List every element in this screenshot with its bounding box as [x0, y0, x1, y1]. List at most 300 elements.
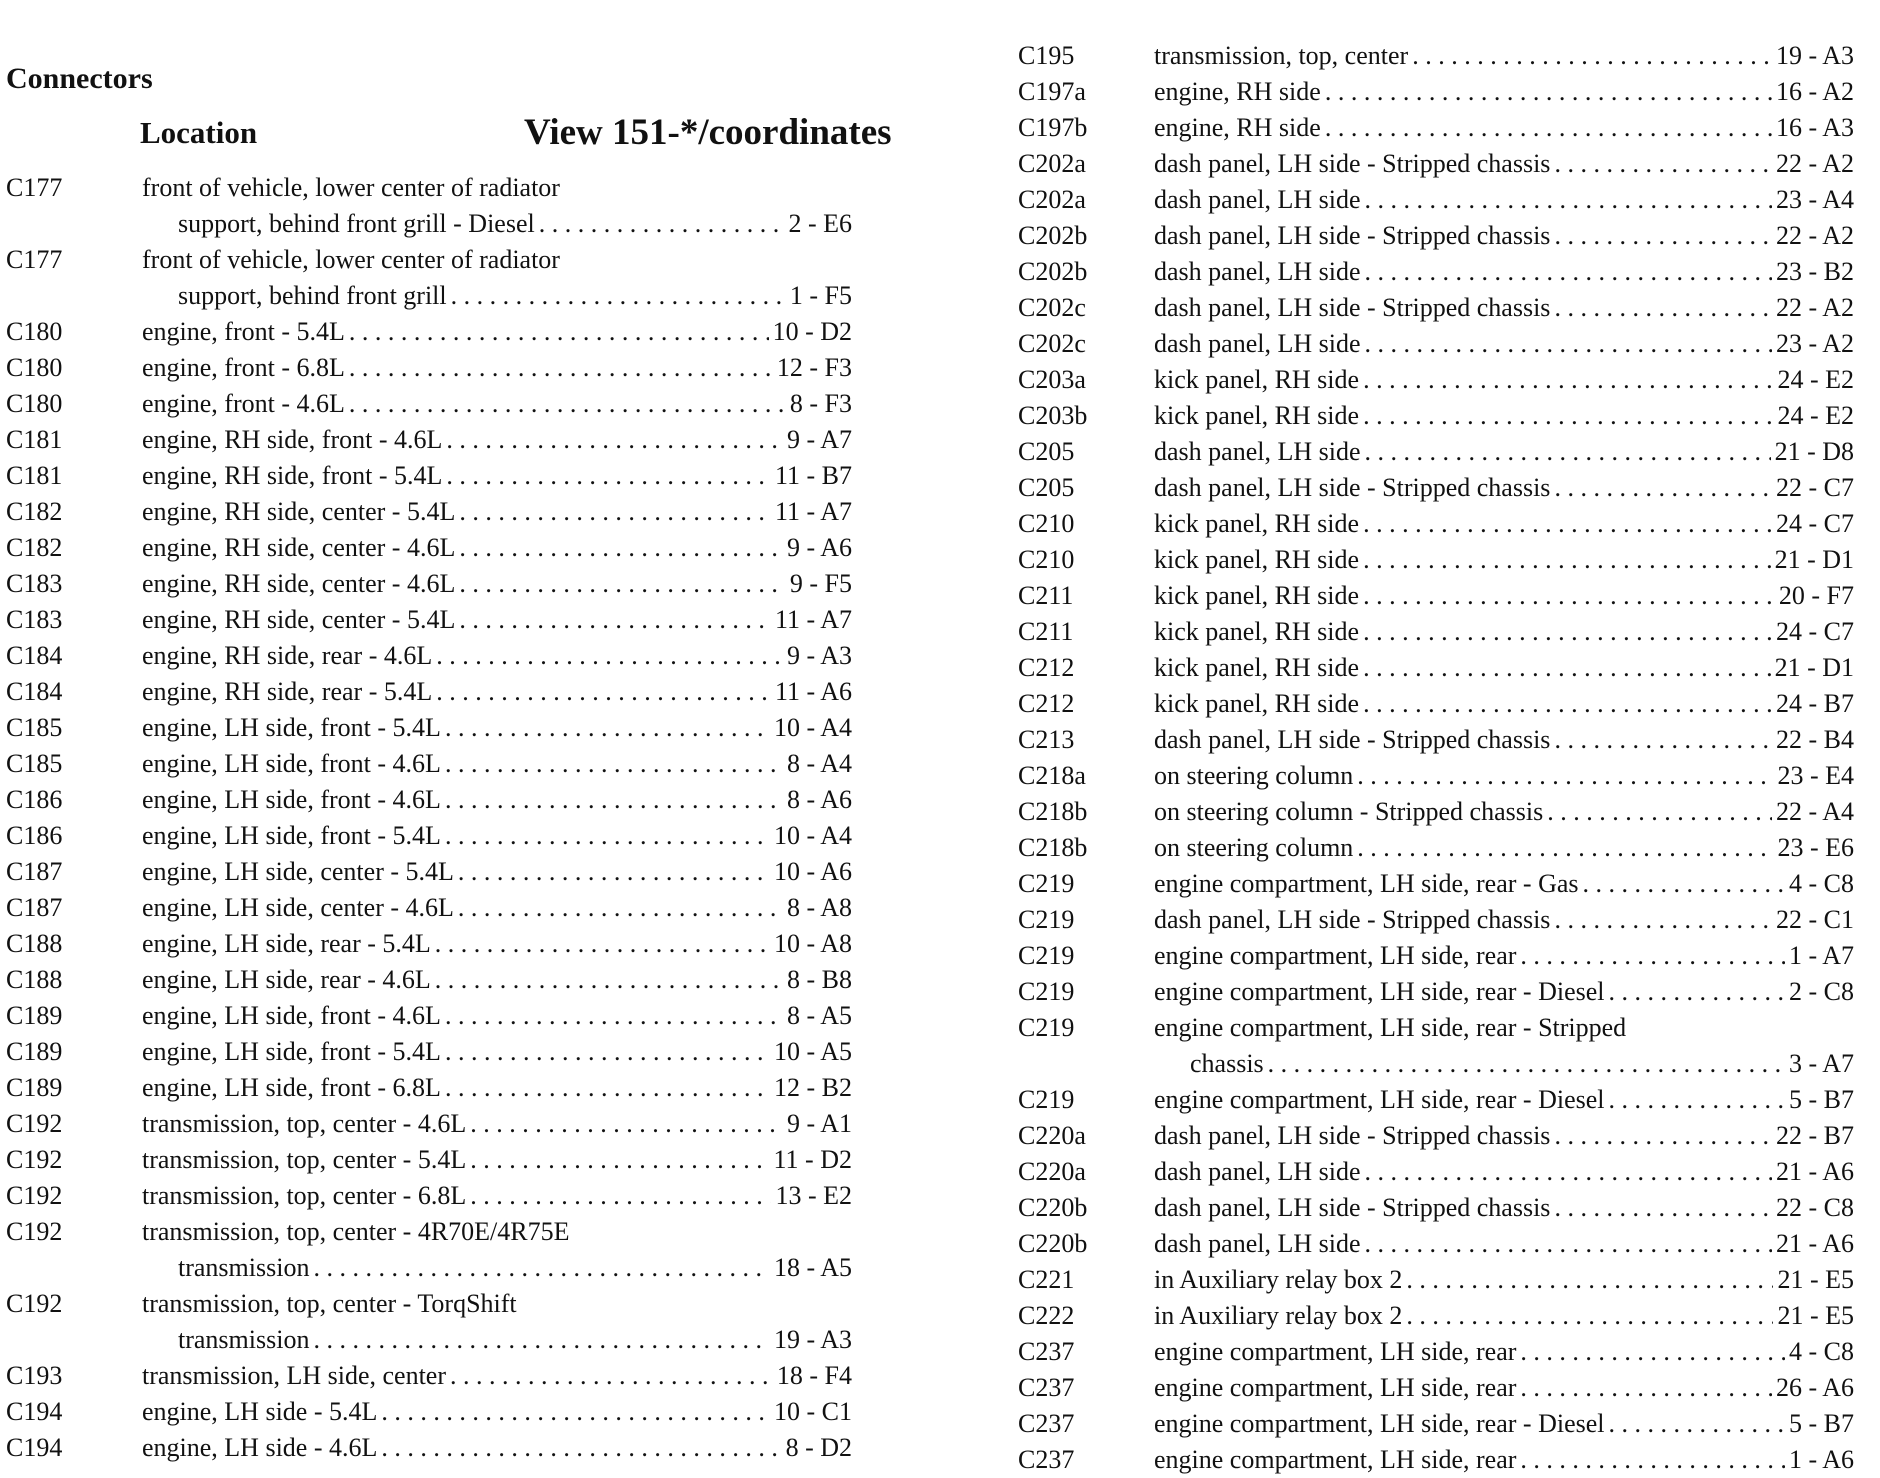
connector-id: C237 [1018, 1445, 1075, 1474]
view-coordinate: 23 - A4 [1776, 185, 1854, 214]
connector-id: C219 [1018, 1013, 1075, 1042]
connector-id: C188 [6, 965, 63, 994]
connector-entry [1018, 254, 1858, 290]
view-coordinate: 21 - D8 [1774, 437, 1854, 466]
connector-entry [1018, 1118, 1858, 1154]
dot-leader [458, 890, 783, 926]
view-coordinate: 9 - A6 [787, 533, 852, 562]
view-coordinate: 24 - B7 [1776, 689, 1854, 718]
connector-entry [1018, 218, 1858, 254]
location-text: on steering column - Stripped chassis [1154, 797, 1544, 826]
connector-id: C219 [1018, 977, 1075, 1006]
location-text: dash panel, LH side - Stripped chassis [1154, 221, 1551, 250]
connector-entry [6, 998, 866, 1034]
view-coordinate: 22 - B4 [1776, 725, 1854, 754]
view-coordinate: 22 - C1 [1776, 905, 1854, 934]
view-coordinate: 10 - A4 [774, 821, 852, 850]
connector-id: C220a [1018, 1157, 1086, 1186]
dot-leader [1547, 794, 1772, 830]
connector-id: C186 [6, 821, 63, 850]
connector-id: C186 [6, 785, 63, 814]
dot-leader [1365, 182, 1772, 218]
location-text: engine, RH side [1154, 77, 1321, 106]
connector-id: C212 [1018, 689, 1075, 718]
view-coordinate: 20 - F7 [1778, 581, 1854, 610]
location-text: dash panel, LH side - Stripped chassis [1154, 293, 1551, 322]
view-coordinate: 23 - A2 [1776, 329, 1854, 358]
connector-entry [1018, 506, 1858, 542]
connector-entry [6, 890, 866, 926]
connector-id: C212 [1018, 653, 1075, 682]
view-coordinates-column-header: View 151-*/coordinates [524, 112, 892, 153]
connector-id: C202a [1018, 185, 1086, 214]
view-coordinate: 24 - C7 [1776, 617, 1854, 646]
view-coordinate: 22 - B7 [1776, 1121, 1854, 1150]
dot-leader [1609, 974, 1786, 1010]
view-coordinate: 11 - B7 [774, 461, 852, 490]
connector-id: C197a [1018, 77, 1086, 106]
connector-entry [1018, 1406, 1858, 1442]
view-coordinate: 10 - A8 [774, 929, 852, 958]
dot-leader [1363, 506, 1772, 542]
location-text: kick panel, RH side [1154, 653, 1360, 682]
connector-id: C202a [1018, 149, 1086, 178]
dot-leader [1554, 146, 1772, 182]
connector-id: C237 [1018, 1373, 1075, 1402]
dot-leader [436, 674, 771, 710]
connector-id: C218b [1018, 797, 1088, 826]
dot-leader [1554, 1190, 1772, 1226]
connector-entry [1018, 1262, 1858, 1298]
view-coordinate: 3 - A7 [1789, 1049, 1854, 1078]
location-text: dash panel, LH side [1154, 1229, 1361, 1258]
connector-entry [6, 926, 866, 962]
connector-id: C220a [1018, 1121, 1086, 1150]
connector-id: C184 [6, 641, 63, 670]
location-text: dash panel, LH side - Stripped chassis [1154, 149, 1551, 178]
location-text: front of vehicle, lower center of radiator [142, 173, 560, 202]
location-text: engine, RH side, rear - 4.6L [142, 641, 433, 670]
connector-id: C193 [6, 1361, 63, 1390]
view-coordinate: 1 - A6 [1789, 1445, 1854, 1474]
location-text: support, behind front grill [178, 281, 447, 310]
view-coordinate: 12 - B2 [774, 1073, 852, 1102]
connector-entry [1018, 1010, 1858, 1082]
dot-leader [1583, 866, 1785, 902]
connector-id: C192 [6, 1181, 63, 1210]
view-coordinate: 24 - E2 [1777, 365, 1854, 394]
location-text: in Auxiliary relay box 2 [1154, 1301, 1403, 1330]
connector-id: C237 [1018, 1337, 1075, 1366]
connector-entry [6, 1358, 866, 1394]
dot-leader [458, 854, 770, 890]
view-coordinate: 10 - A5 [774, 1037, 852, 1066]
view-coordinate: 8 - F3 [789, 389, 852, 418]
dot-leader [451, 278, 786, 314]
view-coordinate: 12 - F3 [776, 353, 852, 382]
dot-leader [1520, 1442, 1785, 1478]
connector-id: C180 [6, 353, 63, 382]
connector-entry [6, 818, 866, 854]
connector-id: C219 [1018, 869, 1075, 898]
view-coordinate: 11 - A7 [774, 497, 852, 526]
dot-leader [470, 1142, 769, 1178]
view-coordinate: 23 - E6 [1777, 833, 1854, 862]
connector-id: C184 [6, 677, 63, 706]
location-text: dash panel, LH side [1154, 329, 1361, 358]
view-coordinate: 19 - A3 [774, 1325, 852, 1354]
dot-leader [1520, 1334, 1785, 1370]
view-coordinate: 9 - A1 [787, 1109, 852, 1138]
view-coordinate: 26 - A6 [1776, 1373, 1854, 1402]
view-coordinate: 8 - A5 [787, 1001, 852, 1030]
dot-leader [459, 530, 783, 566]
dot-leader [1554, 722, 1772, 758]
connector-entry [6, 242, 866, 314]
location-text: transmission [178, 1253, 310, 1282]
connector-id: C202b [1018, 221, 1088, 250]
connector-entry [6, 782, 866, 818]
view-coordinate: 4 - C8 [1789, 869, 1854, 898]
view-coordinate: 21 - A6 [1776, 1229, 1854, 1258]
view-coordinate: 10 - D2 [772, 317, 852, 346]
connector-entry [1018, 686, 1858, 722]
view-coordinate: 8 - B8 [787, 965, 852, 994]
dot-leader [445, 998, 783, 1034]
dot-leader [446, 458, 771, 494]
connector-entry [1018, 938, 1858, 974]
connector-id: C180 [6, 389, 63, 418]
dot-leader [1365, 254, 1772, 290]
connector-id: C180 [6, 317, 63, 346]
location-text: transmission [178, 1325, 310, 1354]
dot-leader [349, 386, 786, 422]
dot-leader [470, 1106, 783, 1142]
location-text: kick panel, RH side [1154, 509, 1360, 538]
location-text: engine, LH side, rear - 4.6L [142, 965, 431, 994]
connector-entry [6, 458, 866, 494]
location-text: engine, LH side, front - 4.6L [142, 749, 441, 778]
connector-entry [6, 350, 866, 386]
view-coordinate: 4 - C8 [1789, 1337, 1854, 1366]
dot-leader [1363, 398, 1773, 434]
connector-id: C192 [6, 1109, 63, 1138]
view-coordinate: 11 - A6 [774, 677, 852, 706]
location-text: engine, RH side, center - 4.6L [142, 569, 456, 598]
dot-leader [1609, 1406, 1786, 1442]
connector-entry [1018, 74, 1858, 110]
location-text: engine compartment, LH side, rear - Diesel [1154, 977, 1605, 1006]
location-text: engine compartment, LH side, rear [1154, 941, 1517, 970]
location-text: dash panel, LH side - Stripped chassis [1154, 1121, 1551, 1150]
location-text: engine, LH side, front - 6.8L [142, 1073, 441, 1102]
location-text: dash panel, LH side - Stripped chassis [1154, 1193, 1551, 1222]
dot-leader [436, 638, 783, 674]
dot-leader [1365, 434, 1771, 470]
view-coordinate: 22 - A2 [1776, 149, 1854, 178]
location-text: engine, RH side, front - 5.4L [142, 461, 443, 490]
dot-leader [1554, 1118, 1772, 1154]
connector-id: C202b [1018, 257, 1088, 286]
view-coordinate: 22 - C7 [1776, 473, 1854, 502]
location-text: engine, LH side, front - 4.6L [142, 785, 441, 814]
connector-entry [1018, 614, 1858, 650]
connector-entry [1018, 1226, 1858, 1262]
view-coordinate: 18 - A5 [774, 1253, 852, 1282]
location-text: dash panel, LH side - Stripped chassis [1154, 473, 1551, 502]
connector-entry [1018, 1190, 1858, 1226]
location-text: support, behind front grill - Diesel [178, 209, 535, 238]
connector-id: C197b [1018, 113, 1088, 142]
connector-entry [6, 674, 866, 710]
view-coordinate: 22 - A2 [1776, 221, 1854, 250]
dot-leader [1520, 938, 1785, 974]
connector-id: C185 [6, 749, 63, 778]
connector-entry [1018, 1298, 1858, 1334]
connector-id: C219 [1018, 905, 1075, 934]
view-coordinate: 10 - A6 [774, 857, 852, 886]
connector-id: C192 [6, 1289, 63, 1318]
view-coordinate: 13 - E2 [775, 1181, 852, 1210]
connector-entry [6, 530, 866, 566]
connector-id: C203b [1018, 401, 1088, 430]
section-heading: Connectors [6, 62, 153, 95]
view-coordinate: 21 - E5 [1777, 1301, 1854, 1330]
connector-id: C192 [6, 1145, 63, 1174]
dot-leader [313, 1250, 770, 1286]
connector-id: C220b [1018, 1229, 1088, 1258]
dot-leader [1609, 1082, 1786, 1118]
connector-entry [1018, 866, 1858, 902]
location-text: engine, LH side - 5.4L [142, 1397, 378, 1426]
dot-leader [1363, 578, 1775, 614]
connector-entry [1018, 1154, 1858, 1190]
view-coordinate: 22 - C8 [1776, 1193, 1854, 1222]
dot-leader [1363, 362, 1773, 398]
connector-entry [6, 386, 866, 422]
connector-entry [6, 602, 866, 638]
connector-list-right [1018, 38, 1858, 1478]
dot-leader [445, 782, 783, 818]
connector-id: C188 [6, 929, 63, 958]
connector-id: C182 [6, 533, 63, 562]
location-text: engine, LH side, center - 4.6L [142, 893, 454, 922]
location-text: engine, RH side, center - 4.6L [142, 533, 456, 562]
connector-entry [6, 1214, 866, 1286]
dot-leader [1357, 830, 1773, 866]
view-coordinate: 21 - E5 [1777, 1265, 1854, 1294]
connector-entry [6, 1394, 866, 1430]
connector-id: C194 [6, 1397, 63, 1426]
connector-entry [1018, 1082, 1858, 1118]
connector-entry [6, 746, 866, 782]
location-text: engine, RH side, rear - 5.4L [142, 677, 433, 706]
connector-entry [1018, 470, 1858, 506]
connector-entry [6, 962, 866, 998]
view-coordinate: 21 - D1 [1774, 545, 1854, 574]
view-coordinate: 2 - E6 [788, 209, 852, 238]
dot-leader [1520, 1370, 1772, 1406]
connector-id: C183 [6, 605, 63, 634]
connector-id: C218b [1018, 833, 1088, 862]
connector-id: C205 [1018, 437, 1075, 466]
connector-id: C219 [1018, 941, 1075, 970]
connector-entry [1018, 182, 1858, 218]
location-text: engine, LH side, front - 5.4L [142, 713, 441, 742]
connector-id: C195 [1018, 41, 1075, 70]
connector-entry [1018, 146, 1858, 182]
dot-leader [445, 818, 770, 854]
connector-entry [6, 638, 866, 674]
dot-leader [445, 1034, 770, 1070]
dot-leader [381, 1394, 770, 1430]
connector-entry [6, 566, 866, 602]
view-coordinate: 9 - F5 [789, 569, 852, 598]
connector-entry [1018, 902, 1858, 938]
connector-entry [1018, 110, 1858, 146]
location-text: transmission, top, center [1154, 41, 1409, 70]
connector-entry [1018, 1442, 1858, 1478]
location-text: engine, front - 5.4L [142, 317, 345, 346]
location-text: engine, LH side, front - 5.4L [142, 1037, 441, 1066]
location-text: dash panel, LH side [1154, 185, 1361, 214]
location-text: transmission, top, center - 4R70E/4R75E [142, 1217, 570, 1246]
dot-leader [1363, 650, 1770, 686]
dot-leader [539, 206, 785, 242]
view-coordinate: 24 - E2 [1777, 401, 1854, 430]
dot-leader [459, 566, 786, 602]
connector-id: C189 [6, 1037, 63, 1066]
connector-entry [6, 170, 866, 242]
view-coordinate: 5 - B7 [1789, 1085, 1854, 1114]
location-text: dash panel, LH side [1154, 257, 1361, 286]
location-text: on steering column [1154, 761, 1354, 790]
view-coordinate: 1 - F5 [789, 281, 852, 310]
connector-entry [1018, 794, 1858, 830]
dot-leader [1554, 218, 1772, 254]
location-text: transmission, top, center - TorqShift [142, 1289, 517, 1318]
location-text: engine, RH side, center - 5.4L [142, 605, 456, 634]
connector-id: C192 [6, 1217, 63, 1246]
view-coordinate: 8 - D2 [785, 1433, 852, 1462]
dot-leader [1357, 758, 1773, 794]
dot-leader [435, 926, 770, 962]
connector-entry [1018, 722, 1858, 758]
dot-leader [1363, 614, 1772, 650]
connector-entry [6, 1178, 866, 1214]
connector-id: C194 [6, 1433, 63, 1462]
view-coordinate: 19 - A3 [1776, 41, 1854, 70]
view-coordinate: 22 - A4 [1776, 797, 1854, 826]
connector-id: C187 [6, 857, 63, 886]
connector-id: C222 [1018, 1301, 1075, 1330]
dot-leader [446, 422, 783, 458]
location-text: engine, LH side, front - 4.6L [142, 1001, 441, 1030]
view-coordinate: 1 - A7 [1789, 941, 1854, 970]
connector-list-left [6, 170, 866, 1466]
view-coordinate: 11 - A7 [774, 605, 852, 634]
dot-leader [1365, 1154, 1772, 1190]
location-text: chassis [1190, 1049, 1264, 1078]
location-text: engine, LH side, rear - 5.4L [142, 929, 431, 958]
connector-id: C187 [6, 893, 63, 922]
connector-id: C182 [6, 497, 63, 526]
dot-leader [1554, 902, 1772, 938]
connector-entry [6, 1034, 866, 1070]
view-coordinate: 9 - A3 [787, 641, 852, 670]
connector-entry [1018, 758, 1858, 794]
connector-entry [1018, 326, 1858, 362]
dot-leader [459, 602, 771, 638]
location-text: engine compartment, LH side, rear - Diesel [1154, 1409, 1605, 1438]
dot-leader [1363, 542, 1770, 578]
view-coordinate: 9 - A7 [787, 425, 852, 454]
view-coordinate: 11 - D2 [773, 1145, 852, 1174]
location-text: dash panel, LH side - Stripped chassis [1154, 725, 1551, 754]
connector-id: C181 [6, 461, 63, 490]
connector-id: C213 [1018, 725, 1075, 754]
location-text: front of vehicle, lower center of radiator [142, 245, 560, 274]
location-text: engine compartment, LH side, rear [1154, 1337, 1517, 1366]
connector-entry [1018, 290, 1858, 326]
location-text: transmission, top, center - 5.4L [142, 1145, 467, 1174]
view-coordinate: 16 - A3 [1776, 113, 1854, 142]
dot-leader [459, 494, 771, 530]
location-text: engine compartment, LH side, rear - Diesel [1154, 1085, 1605, 1114]
view-coordinate: 18 - F4 [776, 1361, 852, 1390]
view-coordinate: 24 - C7 [1776, 509, 1854, 538]
dot-leader [450, 1358, 773, 1394]
connector-id: C205 [1018, 473, 1075, 502]
dot-leader [381, 1430, 781, 1466]
connector-id: C202c [1018, 329, 1086, 358]
location-text: dash panel, LH side - Stripped chassis [1154, 905, 1551, 934]
location-text: engine compartment, LH side, rear - Stripped [1154, 1013, 1627, 1042]
connector-id: C202c [1018, 293, 1086, 322]
location-text: kick panel, RH side [1154, 581, 1360, 610]
connector-entry [1018, 1370, 1858, 1406]
location-text: engine, LH side, center - 5.4L [142, 857, 454, 886]
dot-leader [1554, 470, 1772, 506]
location-text: engine, RH side [1154, 113, 1321, 142]
connector-entry [1018, 830, 1858, 866]
connector-entry [1018, 542, 1858, 578]
view-coordinate: 10 - C1 [774, 1397, 852, 1426]
view-coordinate: 23 - E4 [1777, 761, 1854, 790]
connector-entry [1018, 398, 1858, 434]
connector-entry [6, 1070, 866, 1106]
connector-id: C220b [1018, 1193, 1088, 1222]
location-text: kick panel, RH side [1154, 617, 1360, 646]
location-text: transmission, top, center - 6.8L [142, 1181, 467, 1210]
dot-leader [445, 1070, 770, 1106]
dot-leader [1363, 686, 1772, 722]
connector-entry [1018, 434, 1858, 470]
connector-id: C189 [6, 1073, 63, 1102]
connector-id: C185 [6, 713, 63, 742]
view-coordinate: 21 - A6 [1776, 1157, 1854, 1186]
connector-entry [1018, 578, 1858, 614]
connector-id: C219 [1018, 1085, 1075, 1114]
connector-id: C203a [1018, 365, 1086, 394]
dot-leader [1406, 1298, 1773, 1334]
view-coordinate: 21 - D1 [1774, 653, 1854, 682]
dot-leader [1412, 38, 1772, 74]
connector-id: C183 [6, 569, 63, 598]
dot-leader [1406, 1262, 1773, 1298]
location-text: engine, RH side, center - 5.4L [142, 497, 456, 526]
connector-id: C210 [1018, 545, 1075, 574]
